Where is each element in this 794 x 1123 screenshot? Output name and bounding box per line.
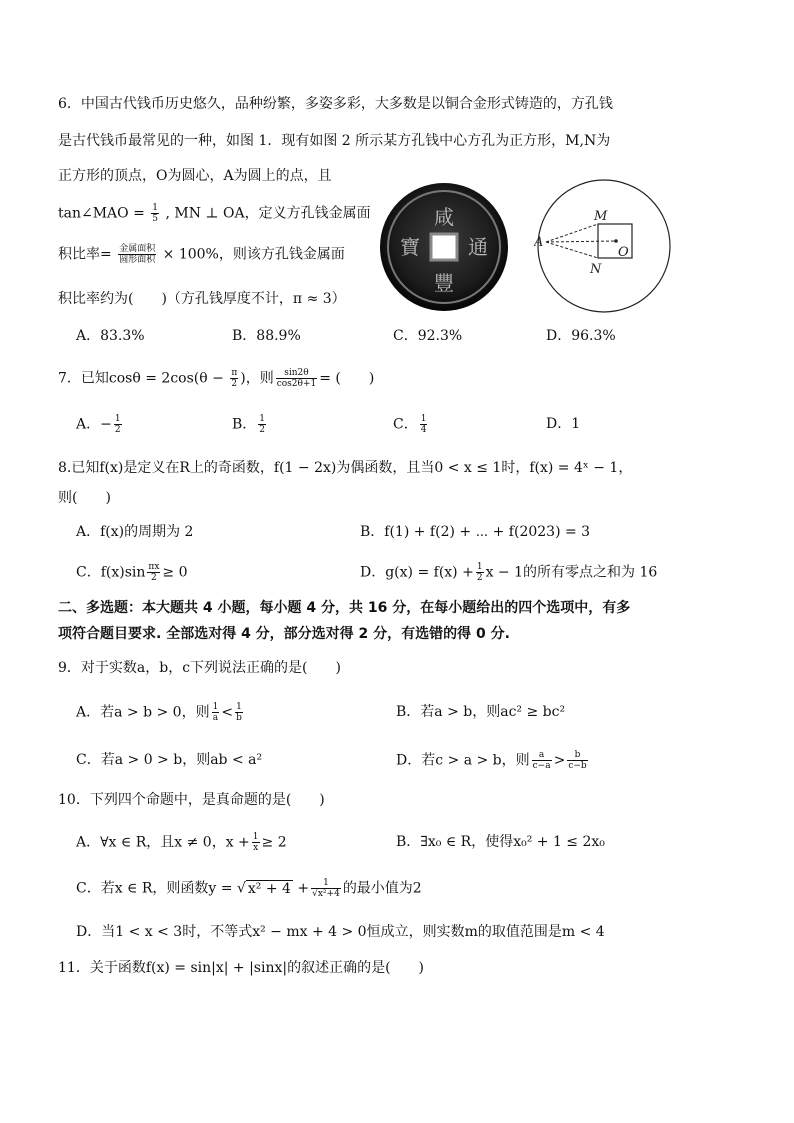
coin-diagram [534, 176, 674, 318]
q6-ratio-fraction: $\frac{\text{金属面积}}{\text{圆形面积}}$ [119, 244, 156, 265]
diagram-label-o: O [618, 245, 629, 260]
coin-char-right: 通 [468, 235, 488, 259]
q7-main-fraction: $\frac{\sin 2\theta}{\cos 2\theta+1}$ [276, 368, 317, 389]
q9-option-d: D．若c > a > b，则 $\frac{a}{c-a}$ > $\frac{b}{c-b}$ [396, 750, 587, 771]
q10-option-b: B．∃x₀ ∈ R，使得x₀² + 1 ≤ 2x₀ [396, 834, 605, 850]
q9-option-c: C．若a > 0 > b，则ab < a² [76, 752, 263, 768]
q6-tan-rest: , MN ⊥ OA，定义方孔钱金属面 [165, 205, 371, 222]
q7-stem-end: = ( ) [319, 370, 375, 387]
q8-option-d: D．g(x) = f(x) + $\frac{1}{2}$ x − 1的所有零点之和为 16 [360, 562, 658, 583]
q7-option-a: A．− $\frac{1}{2}$ [76, 414, 121, 435]
diagram-label-m: M [594, 209, 608, 224]
q6-tan-fraction: $\frac{1}{5}$ [152, 203, 159, 224]
q6-option-a: A．83.3% [76, 328, 145, 344]
section-2-heading-line-2: 项符合题目要求. 全部选对得 4 分，部分选对得 2 分，有选错的得 0 分. [58, 626, 510, 642]
q7-stem-paren: (θ − [193, 370, 229, 387]
q9-option-a: A．若a > b > 0，则 $\frac{1}{a}$ < $\frac{1}{b}$ [76, 702, 242, 723]
q8-line-1: 8.已知f(x)是定义在R上的奇函数，f(1 − 2x)为偶函数，且当0 < x ≤ 1时，f(x) = 4ˣ − 1， [58, 460, 633, 476]
q6-option-d: D．96.3% [546, 328, 616, 344]
q7-stem [58, 368, 374, 389]
q6-line-2: 是古代钱币最常见的一种，如图 1．现有如图 2 所示某方孔钱中心方孔为正方形，M,N为 [58, 133, 611, 149]
section-2-heading-line-1: 二、多选题：本大题共 4 小题，每小题 4 分，共 16 分，在每小题给出的四个选项中，有多 [58, 600, 631, 616]
q10-option-a: A．∀x ∈ R，且x ≠ 0，x + $\frac{1}{x}$ ≥ 2 [76, 832, 287, 853]
q7-stem-paren-close: )，则 [240, 370, 274, 387]
coin-char-left: 寶 [400, 235, 420, 259]
q6-line-5 [58, 244, 345, 265]
q6-line-3: 正方形的顶点，O为圆心，A为圆上的点，且 [58, 168, 332, 184]
diagram-label-a: A [534, 235, 544, 250]
coin-square-hole [431, 234, 457, 260]
q6-option-b: B．88.9% [232, 328, 301, 344]
q6-option-c: C．92.3% [393, 328, 463, 344]
q7-pi-fraction: $\frac{\pi}{2}$ [231, 368, 238, 389]
diagram-label-n: N [590, 262, 602, 277]
q6-line-6: 积比率约为( )（方孔钱厚度不计，π ≈ 3） [58, 291, 346, 307]
coin-char-top: 咸 [434, 205, 454, 229]
diagram-line-am [546, 224, 598, 242]
q11-stem: 11．关于函数f(x) = sin|x| + |sinx|的叙述正确的是( ) [58, 960, 425, 976]
coin-figure [376, 180, 512, 314]
q7-option-b: B． $\frac{1}{2}$ [232, 414, 266, 435]
q7-option-d: D．1 [546, 416, 581, 432]
q7-stem-start: 7．已知cosθ = 2cos [58, 370, 194, 387]
q10-option-c: C．若x ∈ R，则函数y = √ x² + 4 + $\frac{1}{\text{√x²+4}}$ 的最小值为2 [76, 878, 422, 899]
q6-tan-label: tan∠MAO = [58, 205, 145, 222]
q6-line-4 [58, 203, 371, 224]
q8-option-c: C．f(x)sin $\frac{\pi x}{2}$ ≥ 0 [76, 562, 188, 583]
q9-option-b: B．若a > b，则ac² ≥ bc² [396, 704, 566, 720]
q6-line-1: 6．中国古代钱币历史悠久，品种纷繁，多姿多彩，大多数是以铜合金形式铸造的，方孔钱 [58, 96, 613, 112]
q8-line-2: 则( ) [58, 490, 111, 506]
diagram-center-dot [614, 239, 618, 243]
q8-option-b: B．f(1) + f(2) + ⋯ + f(2023) = 3 [360, 524, 591, 540]
q6-ratio-label: 积比率= [58, 246, 112, 263]
q10-stem: 10．下列四个命题中，是真命题的是( ) [58, 792, 325, 808]
diagram-line-ao [546, 241, 616, 242]
diagram-line-an [546, 242, 598, 258]
q10-option-d: D．当1 < x < 3时，不等式x² − mx + 4 > 0恒成立，则实数m的取值范围是m < 4 [76, 924, 605, 940]
q9-stem: 9．对于实数a，b，c下列说法正确的是( ) [58, 660, 341, 676]
q6-ratio-rest: × 100%，则该方孔钱金属面 [162, 246, 345, 263]
q7-option-c: C． $\frac{1}{4}$ [393, 414, 427, 435]
coin-char-bottom: 豐 [434, 271, 454, 295]
q8-option-a: A．f(x)的周期为 2 [76, 524, 194, 540]
